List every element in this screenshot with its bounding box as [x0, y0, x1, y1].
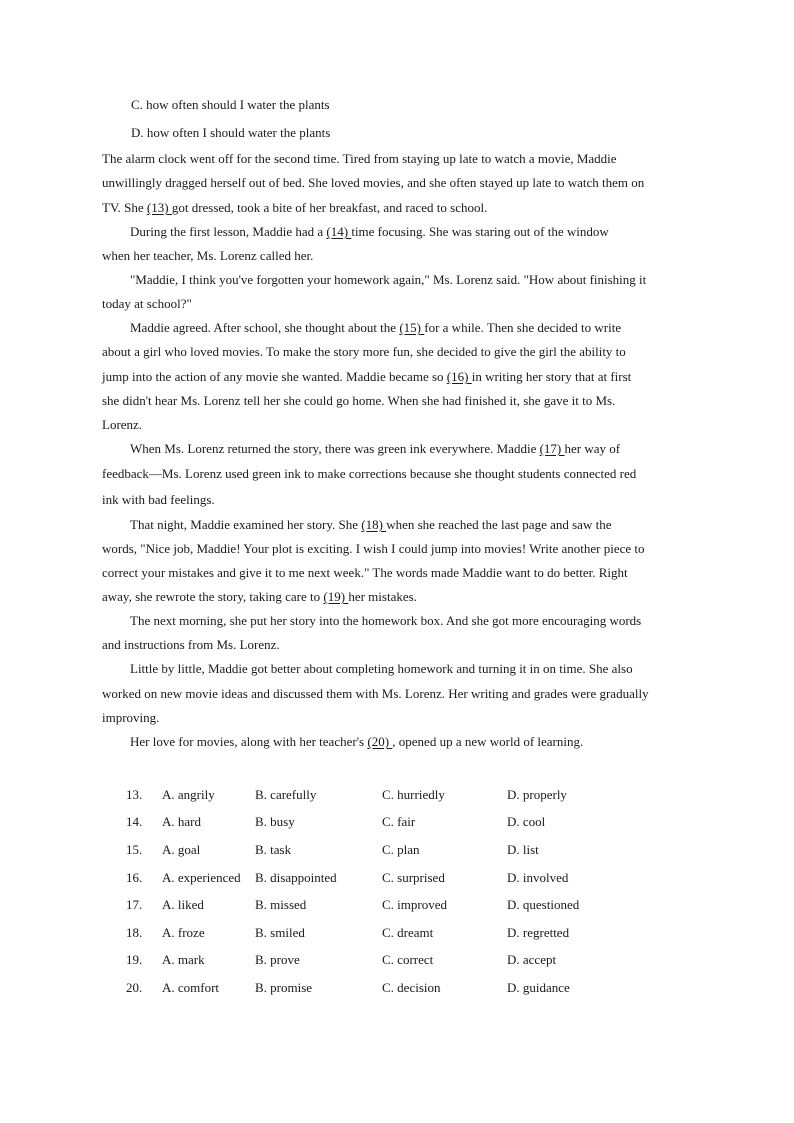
- passage-line: words, "Nice job, Maddie! Your plot is exciting. I wish I could jump into movies! Write another piece to: [102, 541, 645, 556]
- question-number: 14.: [126, 814, 143, 829]
- option-a: A. goal: [162, 842, 201, 857]
- passage-line: about a girl who loved movies. To make the story more fun, she decided to give the girl the ability to: [102, 344, 626, 359]
- passage-line: correct your mistakes and give it to me next week." The words made Maddie want to do better. Right: [102, 565, 628, 580]
- text-segment: away, she rewrote the story, taking care to: [102, 589, 321, 604]
- text-segment: Maddie agreed. After school, she thought about the: [130, 320, 397, 335]
- option-a: A. mark: [162, 952, 205, 967]
- option-a: A. experienced: [162, 870, 241, 885]
- option-b: B. missed: [255, 897, 307, 912]
- question-row: [0, 925, 794, 941]
- question-row: [0, 952, 794, 968]
- passage-line: [130, 320, 621, 336]
- option-d: D. questioned: [507, 897, 580, 912]
- passage-line: The alarm clock went off for the second time. Tired from staying up late to watch a movie, Maddie: [102, 151, 617, 166]
- option-b: B. prove: [255, 952, 300, 967]
- passage-line: [102, 589, 417, 605]
- text-segment: Her love for movies, along with her teacher's: [130, 734, 365, 749]
- text-segment: her way of: [564, 441, 621, 456]
- passage-line: feedback—Ms. Lorenz used green ink to make corrections because she thought students connected red: [102, 466, 637, 481]
- option-b: B. smiled: [255, 925, 305, 940]
- blank-16: (16): [446, 369, 472, 384]
- passage-line: worked on new movie ideas and discussed them with Ms. Lorenz. Her writing and grades were gradually: [102, 686, 649, 701]
- question-number: 19.: [126, 952, 143, 967]
- option-c: C. decision: [382, 980, 441, 995]
- question-row: [0, 980, 794, 996]
- question-row: [0, 870, 794, 886]
- option-d-previous: D. how often I should water the plants: [131, 125, 331, 140]
- option-c: C. improved: [382, 897, 447, 912]
- text-segment: time focusing. She was staring out of the window: [351, 224, 609, 239]
- text-segment: That night, Maddie examined her story. She: [130, 517, 359, 532]
- option-c: C. surprised: [382, 870, 445, 885]
- passage-line: [130, 441, 620, 457]
- blank-20: (20): [367, 734, 393, 749]
- question-number: 16.: [126, 870, 143, 885]
- option-a: A. liked: [162, 897, 204, 912]
- question-number: 18.: [126, 925, 143, 940]
- passage-line: she didn't hear Ms. Lorenz tell her she could go home. When she had finished it, she gave it to Ms.: [102, 393, 616, 408]
- blank-15: (15): [399, 320, 425, 335]
- option-d: D. cool: [507, 814, 546, 829]
- passage-line: [130, 734, 583, 750]
- passage-line: The next morning, she put her story into the homework box. And she got more encouraging words: [130, 613, 642, 628]
- option-d: D. involved: [507, 870, 569, 885]
- option-c: C. correct: [382, 952, 434, 967]
- option-c: C. hurriedly: [382, 787, 445, 802]
- question-number: 17.: [126, 897, 143, 912]
- option-a: A. hard: [162, 814, 201, 829]
- question-row: [0, 814, 794, 830]
- option-b: B. disappointed: [255, 870, 337, 885]
- option-b: B. carefully: [255, 787, 317, 802]
- blank-19: (19): [323, 589, 349, 604]
- passage-line: [130, 224, 609, 240]
- text-segment: when she reached the last page and saw the: [386, 517, 612, 532]
- passage-line: Lorenz.: [102, 417, 143, 432]
- question-number: 15.: [126, 842, 143, 857]
- passage-line: Little by little, Maddie got better about completing homework and turning it in on time. She also: [130, 661, 633, 676]
- passage-line: "Maddie, I think you've forgotten your homework again," Ms. Lorenz said. "How about finishing it: [130, 272, 647, 287]
- text-segment: for a while. Then she decided to write: [424, 320, 622, 335]
- blank-17: (17): [539, 441, 565, 456]
- option-b: B. busy: [255, 814, 295, 829]
- option-c-previous: C. how often should I water the plants: [131, 97, 330, 112]
- question-number: 13.: [126, 787, 143, 802]
- question-number: 20.: [126, 980, 143, 995]
- text-segment: During the first lesson, Maddie had a: [130, 224, 324, 239]
- text-segment: jump into the action of any movie she wanted. Maddie became so: [102, 369, 444, 384]
- passage-line: [102, 369, 631, 385]
- text-segment: , opened up a new world of learning.: [392, 734, 584, 749]
- option-d: D. accept: [507, 952, 557, 967]
- option-d: D. regretted: [507, 925, 570, 940]
- option-c: C. dreamt: [382, 925, 434, 940]
- option-d: D. guidance: [507, 980, 570, 995]
- passage-line: today at school?": [102, 296, 192, 311]
- option-a: A. angrily: [162, 787, 215, 802]
- option-d: D. properly: [507, 787, 567, 802]
- passage-line: and instructions from Ms. Lorenz.: [102, 637, 280, 652]
- option-c: C. fair: [382, 814, 416, 829]
- passage-line: when her teacher, Ms. Lorenz called her.: [102, 248, 314, 263]
- question-row: [0, 787, 794, 803]
- question-row: [0, 897, 794, 913]
- passage-line: unwillingly dragged herself out of bed. She loved movies, and she often stayed up late to watch them on: [102, 175, 645, 190]
- text-segment: in writing her story that at first: [471, 369, 632, 384]
- blank-18: (18): [361, 517, 387, 532]
- option-b: B. promise: [255, 980, 313, 995]
- passage-line: [102, 200, 487, 216]
- text-segment: her mistakes.: [348, 589, 417, 604]
- text-segment: When Ms. Lorenz returned the story, there was green ink everywhere. Maddie: [130, 441, 537, 456]
- option-a: A. comfort: [162, 980, 220, 995]
- passage-line: ink with bad feelings.: [102, 492, 215, 507]
- option-d: D. list: [507, 842, 539, 857]
- blank-14: (14): [326, 224, 352, 239]
- text-segment: got dressed, took a bite of her breakfast, and raced to school.: [171, 200, 488, 215]
- text-segment: TV. She: [102, 200, 144, 215]
- question-row: [0, 842, 794, 858]
- option-b: B. task: [255, 842, 292, 857]
- blank-13: (13): [146, 200, 172, 215]
- option-c: C. plan: [382, 842, 420, 857]
- option-a: A. froze: [162, 925, 205, 940]
- passage-line: improving.: [102, 710, 160, 725]
- passage-line: [130, 517, 611, 533]
